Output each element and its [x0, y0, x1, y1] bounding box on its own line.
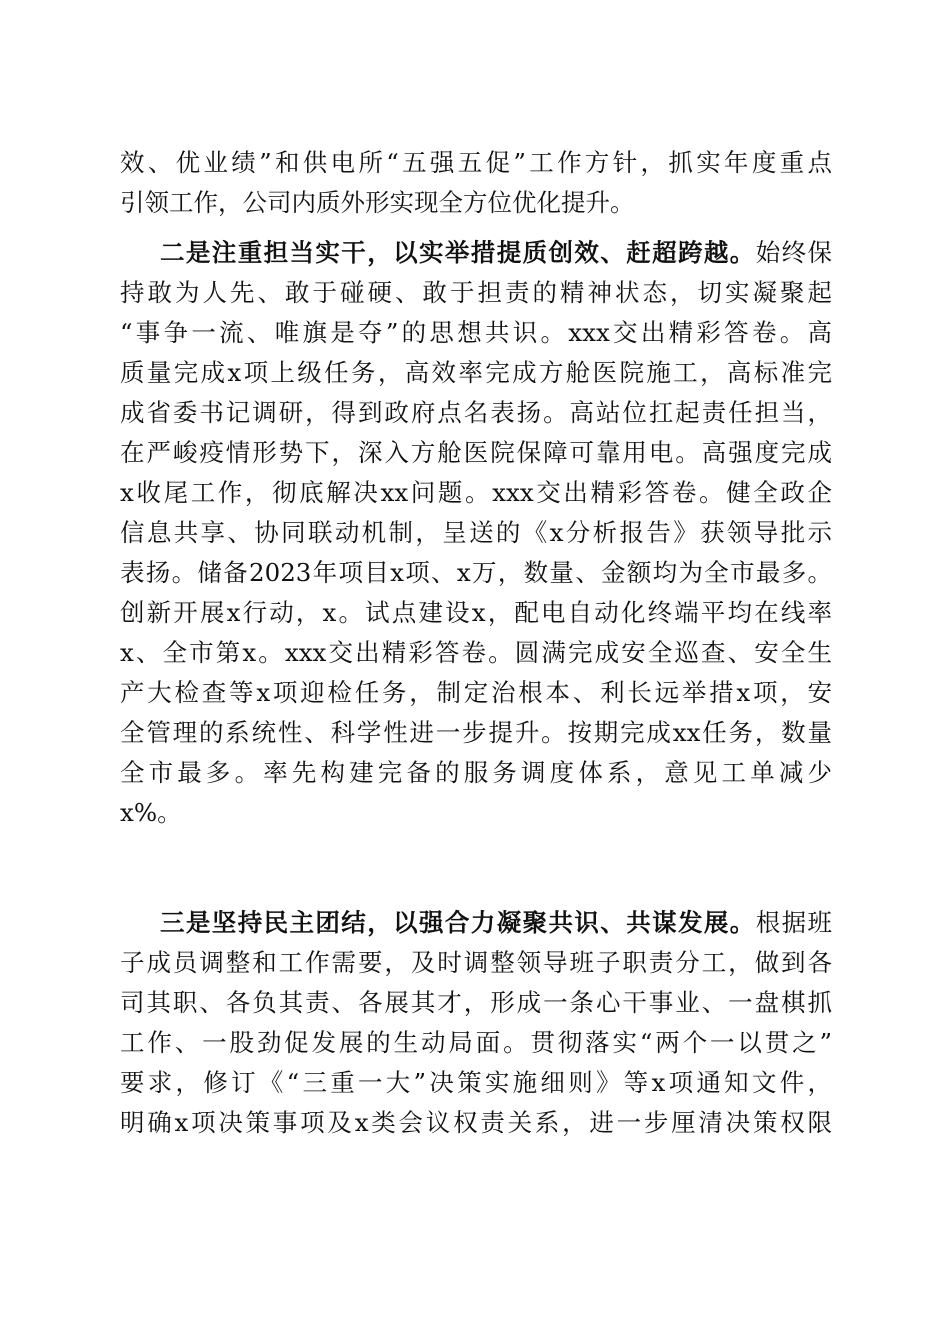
paragraph-3-first-line	[120, 903, 832, 943]
paragraph-3-line: 明确x项决策事项及x类会议权责关系，进一步厘清决策权限	[120, 1108, 832, 1137]
paragraph-2	[120, 233, 832, 833]
paragraph-1-line: 引领工作，公司内质外形实现全方位优化提升。	[120, 188, 635, 217]
paragraph-2-line: 创新开展x行动，x。试点建设x，配电自动化终端平均在线率	[120, 598, 832, 627]
paragraph-1-line: 效、优业绩”和供电所“五强五促”工作方针，抓实年度重点	[120, 148, 832, 177]
paragraph-2-line: x、全市第x。xxx交出精彩答卷。圆满完成安全巡查、安全生	[120, 638, 832, 667]
paragraph-2-line: 表扬。储备2023年项目x项、x万，数量、金额均为全市最多。	[120, 558, 832, 587]
paragraph-3-line: 工作、一股劲促发展的生动局面。贯彻落实“两个一以贯之”	[120, 1028, 832, 1057]
paragraph-2-line: 质量完成x项上级任务，高效率完成方舱医院施工，高标准完	[120, 358, 832, 387]
paragraph-3	[120, 903, 832, 1143]
paragraph-2-line: x收尾工作，彻底解决xx问题。xxx交出精彩答卷。健全政企	[120, 478, 832, 507]
paragraph-2-line: x%。	[120, 798, 182, 827]
paragraph-2-line: 全市最多。率先构建完备的服务调度体系，意见工单减少	[120, 758, 832, 787]
paragraph-1	[120, 143, 832, 223]
paragraph-2-first-line-rest: 始终保	[755, 238, 833, 267]
paragraph-2-line: 成省委书记调研，得到政府点名表扬。高站位扛起责任担当，	[120, 398, 832, 427]
paragraph-2-line: 产大检查等x项迎检任务，制定治根本、利长远举措x项，安	[120, 678, 832, 707]
paragraph-3-heading: 三是坚持民主团结，以强合力凝聚共识、共谋发展。	[160, 908, 756, 937]
paragraph-3-first-line-rest: 根据班	[755, 908, 833, 937]
paragraph-2-line: “事争一流、唯旗是夺”的思想共识。xxx交出精彩答卷。高	[120, 318, 832, 347]
paragraph-3-line: 要求，修订《“三重一大”决策实施细则》等x项通知文件，	[120, 1068, 832, 1097]
paragraph-3-line: 司其职、各负其责、各展其才，形成一条心干事业、一盘棋抓	[120, 988, 832, 1017]
paragraph-2-line: 全管理的系统性、科学性进一步提升。按期完成xx任务，数量	[120, 718, 832, 747]
paragraph-2-first-line	[120, 233, 832, 273]
paragraph-2-line: 在严峻疫情形势下，深入方舱医院保障可靠用电。高强度完成	[120, 438, 832, 467]
paragraph-2-heading: 二是注重担当实干，以实举措提质创效、赶超跨越。	[160, 238, 756, 267]
paragraph-2-line: 信息共享、协同联动机制，呈送的《x分析报告》获领导批示	[120, 518, 832, 547]
paragraph-2-line: 持敢为人先、敢于碰硬、敢于担责的精神状态，切实凝聚起	[120, 278, 832, 307]
paragraph-3-line: 子成员调整和工作需要，及时调整领导班子职责分工，做到各	[120, 948, 832, 977]
